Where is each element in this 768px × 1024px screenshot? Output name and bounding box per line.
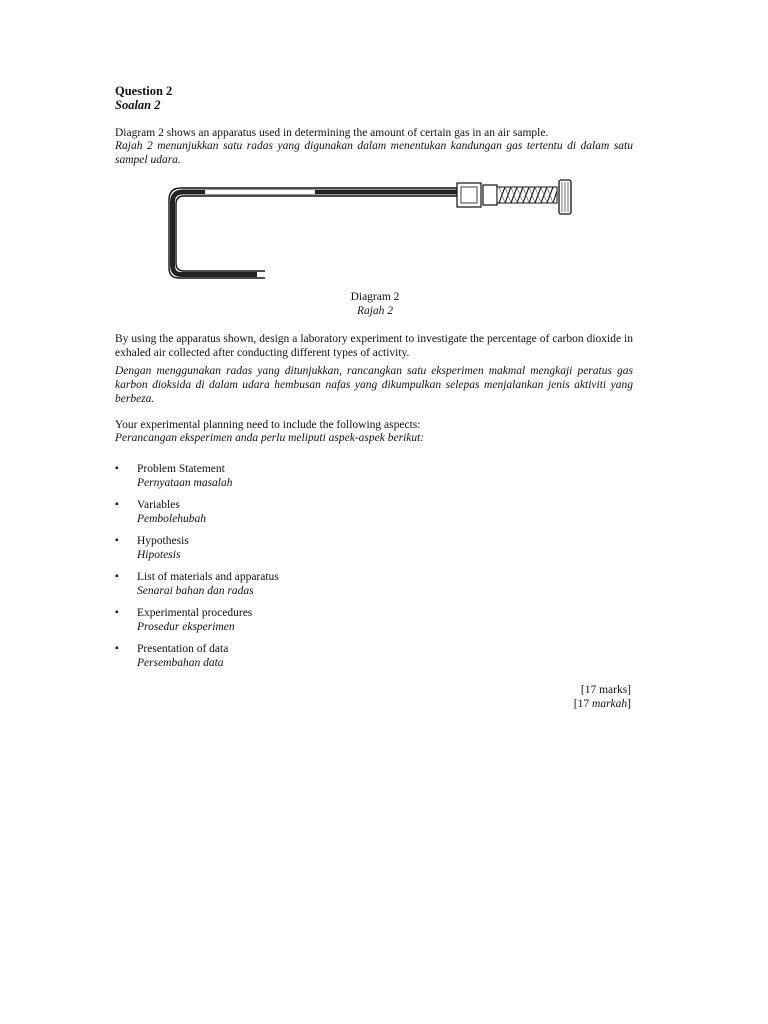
aspect-label-malay: Pembolehubah [137, 513, 206, 525]
aspect-label: Presentation of data [137, 643, 229, 655]
collar [483, 185, 497, 205]
list-item [115, 642, 415, 678]
intro-text: Diagram 2 shows an apparatus used in determining the amount of certain gas in an air sample. [115, 127, 549, 139]
marks-label: [17 marks] [580, 684, 631, 696]
aspect-label: Problem Statement [137, 463, 225, 475]
question-title-malay: Soalan 2 [115, 98, 161, 112]
list-item [115, 606, 415, 642]
aspect-label-malay: Prosedur eksperimen [137, 621, 235, 633]
marks-word-malay: markah [592, 698, 628, 710]
question-title: Question 2 [115, 84, 173, 98]
list-item [115, 462, 415, 498]
bullet-icon: ▪ [115, 535, 119, 546]
aspects-list [115, 462, 415, 678]
bullet-icon: ▪ [115, 499, 119, 510]
list-item [115, 534, 415, 570]
diagram-caption-malay: Rajah 2 [356, 305, 394, 317]
aspects-intro: Your experimental planning need to include the following aspects: [115, 419, 421, 431]
aspect-label-malay: Senarai bahan dan radas [137, 585, 254, 597]
bullet-icon: ▪ [115, 607, 119, 618]
list-item [115, 570, 415, 606]
aspect-label-malay: Persembahan data [137, 657, 224, 669]
aspect-label: List of materials and apparatus [137, 571, 279, 583]
aspect-label-malay: Hipotesis [137, 549, 181, 561]
capillary-tube-inner [176, 196, 461, 271]
apparatus-diagram [165, 178, 585, 288]
capillary-bore [173, 192, 462, 275]
intro-text-malay: Rajah 2 menunjukkan satu radas yang digunakan dalam menentukan kandungan gas tertentu di dalam satu sampel udara. [115, 140, 633, 166]
capillary-tube-outer [169, 188, 461, 278]
task-text-malay: Dengan menggunakan radas yang ditunjukkan, rancangkan satu eksperimen makmal mengkaji peratus gas karbon dioksida di dalam udara hembusan nafas yang dikumpulkan selepas menjalankan jenis aktiviti yang berbeza. [115, 365, 633, 405]
marks-bracket-close: ] [627, 698, 631, 710]
bullet-icon: ▪ [115, 463, 119, 474]
marks-bracket-open: [17 [573, 698, 593, 710]
bullet-icon: ▪ [115, 571, 119, 582]
aspect-label: Experimental procedures [137, 607, 253, 619]
aspect-label: Hypothesis [137, 535, 189, 547]
bullet-icon: ▪ [115, 643, 119, 654]
marks-label-malay [574, 697, 631, 711]
aspect-label: Variables [137, 499, 180, 511]
list-item [115, 498, 415, 534]
task-text: By using the apparatus shown, design a laboratory experiment to investigate the percentage of carbon dioxide in exhaled air collected after conducting different types of activity. [115, 333, 633, 359]
aspect-label-malay: Pernyataan masalah [137, 477, 233, 489]
aspects-intro-malay: Perancangan eksperimen anda perlu meliputi aspek-aspek berikut: [115, 432, 425, 444]
diagram-caption: Diagram 2 [350, 291, 400, 303]
